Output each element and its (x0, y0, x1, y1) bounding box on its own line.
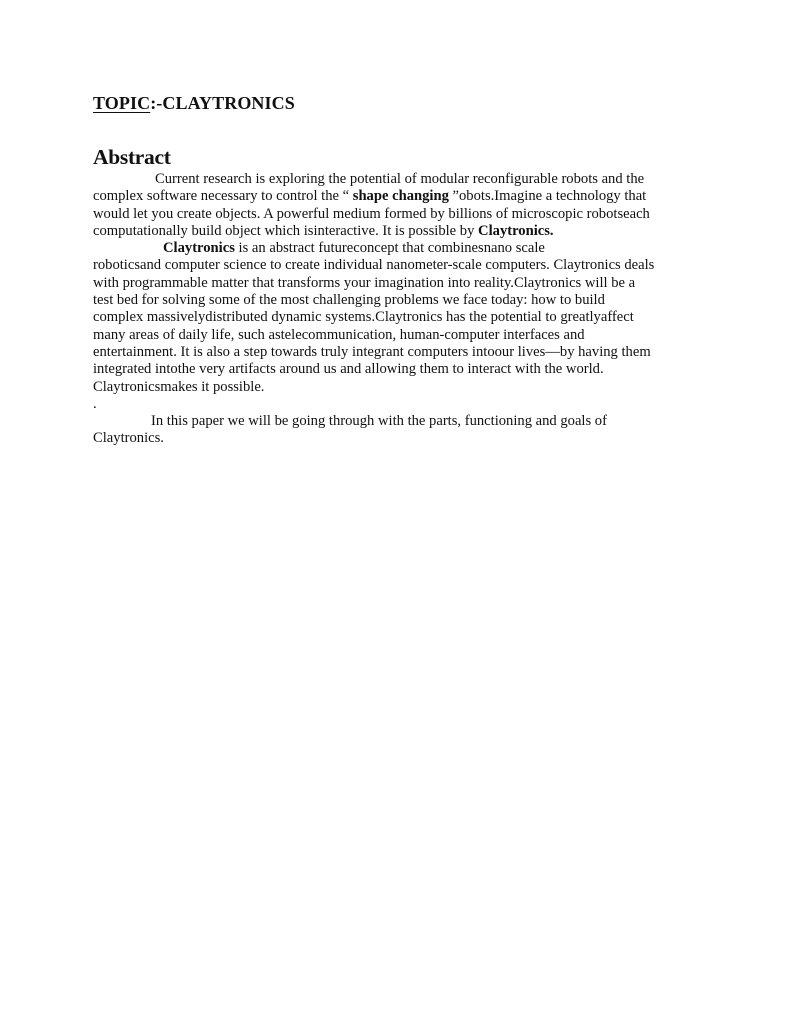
text-span: computationally build object which isinteractive. It is possible by (93, 222, 479, 239)
text-line: many areas of daily life, such astelecommunication, human-computer interfaces and (93, 326, 585, 343)
text-line: Claytronics. (93, 430, 164, 447)
text-line (93, 188, 703, 205)
paragraph-outline (93, 413, 703, 448)
text-line: Claytronicsmakes it possible. (93, 378, 265, 395)
bold-term-claytronics: Claytronics. (478, 222, 554, 239)
text-line (93, 223, 703, 240)
bold-term-claytronics: Claytronics (163, 240, 235, 257)
topic-title: :-CLAYTRONICS (150, 93, 295, 113)
abstract-body (93, 171, 703, 448)
topic-heading (93, 93, 295, 114)
text-line: with programmable matter that transforms your imagination into reality.Claytronics will be a (93, 274, 636, 291)
separator-dot: . (93, 395, 97, 412)
text-span: ”obots.Imagine a technology that (448, 188, 647, 205)
bold-term-shape-changing: shape changing (352, 188, 449, 205)
text-span: is an abstract futureconcept that combinesnano scale (234, 240, 545, 257)
text-line: integrated intothe very artifacts around us and allowing them to interact with the world. (93, 361, 604, 378)
text-line (93, 240, 703, 257)
paragraph-intro (93, 171, 703, 240)
text-line: would let you create objects. A powerful medium formed by billions of microscopic robotseach (93, 205, 650, 222)
text-span: complex software necessary to control the “ (93, 188, 353, 205)
text-line: Current research is exploring the potential of modular reconfigurable robots and the (155, 171, 645, 187)
text-line: entertainment. It is also a step towards truly integrant computers intoour lives—by having them (93, 343, 651, 360)
text-line: In this paper we will be going through with the parts, functioning and goals of (151, 413, 607, 430)
abstract-heading: Abstract (93, 145, 171, 169)
text-line: roboticsand computer science to create individual nanometer-scale computers. Claytronics deals (93, 257, 655, 274)
paragraph-definition (93, 240, 703, 396)
topic-label: TOPIC (93, 93, 151, 113)
text-line: test bed for solving some of the most challenging problems we face today: how to build (93, 292, 605, 309)
text-line: complex massivelydistributed dynamic systems.Claytronics has the potential to greatlyaffect (93, 309, 634, 326)
